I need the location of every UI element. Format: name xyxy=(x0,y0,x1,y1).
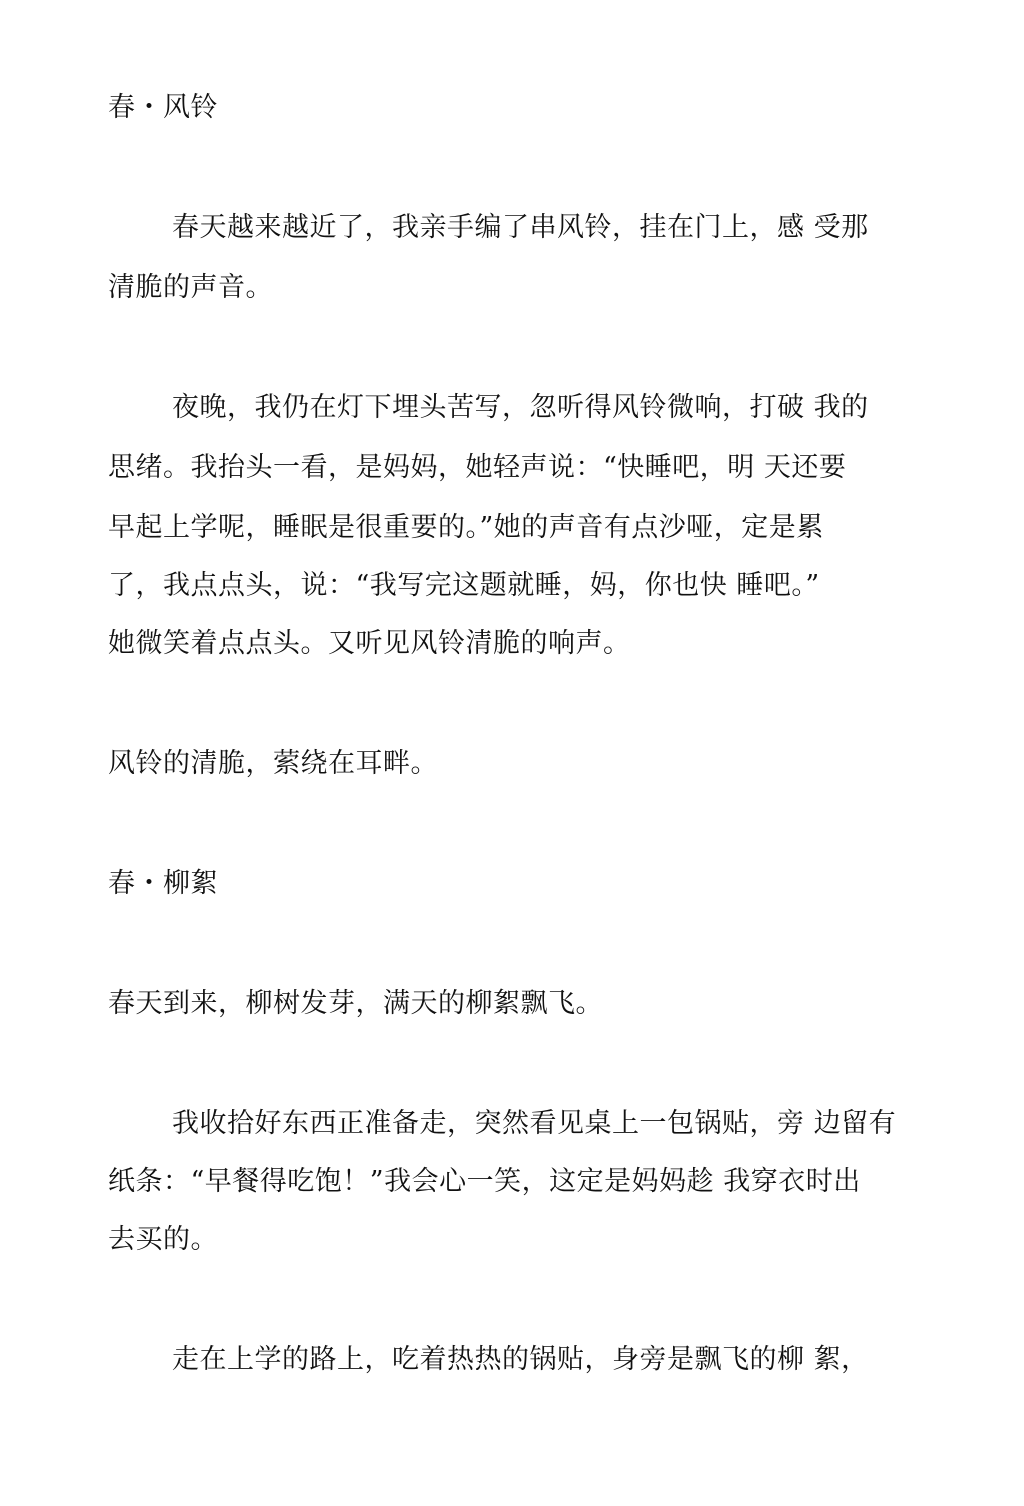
paragraph-line: 思绪。我抬头一看，是妈妈，她轻声说：“快睡吧，明 天还要 xyxy=(108,452,847,483)
paragraph-line: 春天到来，柳树发芽，满天的柳絮飘飞。 xyxy=(108,988,603,1019)
section-title-willow-catkins: 春・柳絮 xyxy=(108,868,218,899)
paragraph-line: 纸条：“早餐得吃饱！”我会心一笑，这定是妈妈趁 我穿衣时出 xyxy=(108,1166,861,1197)
paragraph-line: 了，我点点头，说：“我写完这题就睡，妈，你也快 睡吧。” xyxy=(108,570,820,601)
paragraph-line: 春天越来越近了，我亲手编了串风铃，挂在门上，感 受那 xyxy=(172,212,869,243)
paragraph-line: 走在上学的路上，吃着热热的锅贴，身旁是飘飞的柳 絮， xyxy=(172,1344,869,1375)
paragraph-line: 去买的。 xyxy=(108,1224,218,1255)
paragraph-line: 清脆的声音。 xyxy=(108,272,273,303)
paragraph-line: 早起上学呢，睡眠是很重要的。”她的声音有点沙哑，定是累 xyxy=(108,512,824,543)
paragraph-line: 她微笑着点点头。又听见风铃清脆的响声。 xyxy=(108,628,631,659)
section-title-wind-chime: 春・风铃 xyxy=(108,92,218,123)
paragraph-line: 夜晚，我仍在灯下埋头苦写，忽听得风铃微响，打破 我的 xyxy=(172,392,869,423)
paragraph-line: 我收拾好东西正准备走，突然看见桌上一包锅贴，旁 边留有 xyxy=(172,1108,897,1139)
paragraph-line: 风铃的清脆，萦绕在耳畔。 xyxy=(108,748,438,779)
